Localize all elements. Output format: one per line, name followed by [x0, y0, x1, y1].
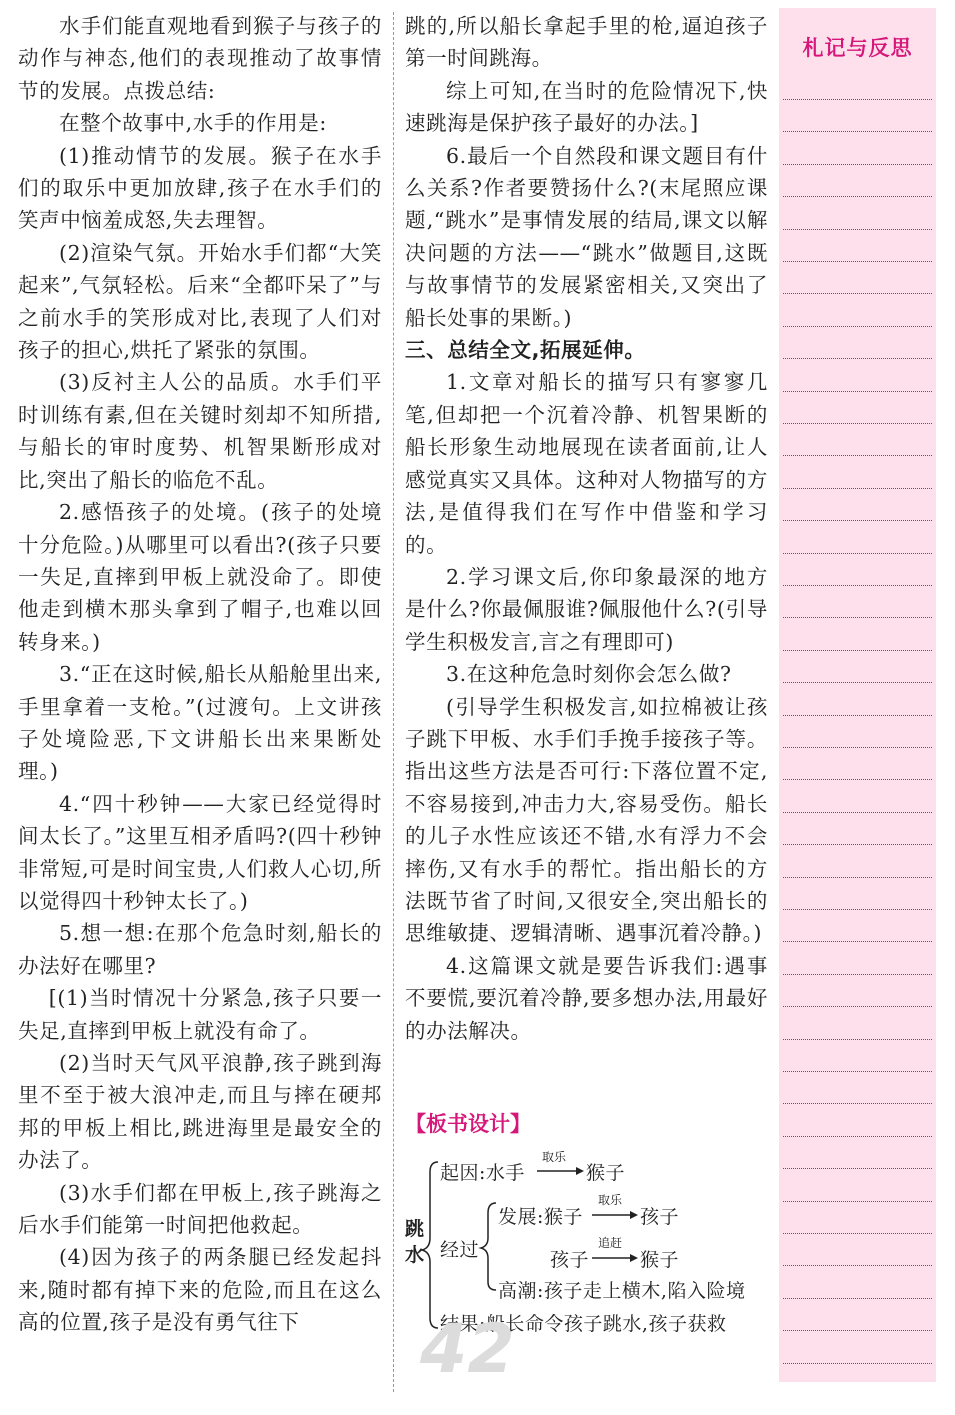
paragraph: (引导学生积极发言,如拉棉被让孩子跳下甲板、水手们手挽手接孩子等。指出这些方法是否可行:下落位置不定,不容易接到,冲击力大,容易受伤。船长的儿子水性应该还不错,水有浮力不会摔伤,又有水手的帮忙。指出船长的方法既节省了时间,又很安全,突出船长的思维敏捷、逻辑清晰、遇事沉着冷静。) — [405, 694, 768, 946]
paragraph: 4.这篇课文就是要告诉我们:遇事不要慌,要沉着冷静,要多想办法,用最好的办法解决。 — [405, 953, 768, 1043]
board-chase-target: 猴子 — [640, 1249, 680, 1271]
board-climax: 高潮:孩子走上横木,陷入险境 — [498, 1280, 746, 1302]
paragraph: 6.最后一个自然段和课文题目有什么关系?作者要赞扬什么?(末尾照应课题,“跳水”是事情发展的结局,课文以解决问题的方法——“跳水”做题目,这既与故事情节的发展紧密相关,又突出了船长处事的果断。) — [405, 143, 768, 330]
paragraph: 2.学习课文后,你印象最深的地方是什么?你最佩服谁?佩服他什么?(引导学生积极发言,言之有理即可) — [405, 564, 768, 654]
board-root-label: 跳水 — [405, 1218, 425, 1266]
board-design-title: 【板书设计】 — [405, 1112, 531, 1136]
board-cause-arrow-label: 取乐 — [542, 1150, 567, 1164]
paragraph: (2)当时天气风平浪静,孩子跳到海里不至于被大浪冲走,而且与摔在硬邦邦的甲板上相比,跳进海里是最安全的办法了。 — [18, 1051, 382, 1173]
paragraph: (4)因为孩子的两条腿已经发起抖来,随时都有掉下来的危险,而且在这么高的位置,孩子是没有勇气往下 — [18, 1245, 382, 1335]
cause-arrow-head — [576, 1167, 584, 1175]
board-process-label: 经过 — [440, 1239, 480, 1261]
paragraph: 跳的,所以船长拿起手里的枪,逼迫孩子第一时间跳海。 — [405, 14, 768, 71]
section-heading: 三、总结全文,拓展延伸。 — [405, 338, 646, 363]
paragraph: (3)水手们都在甲板上,孩子跳海之后水手们能第一时间把他救起。 — [18, 1180, 382, 1238]
process-brace — [481, 1203, 496, 1290]
paragraph: 3.“正在这时候,船长从船舱里出来,手里拿着一支枪。”(过渡句。上文讲孩子处境险恶,下文讲船长出来果断处理。) — [18, 662, 382, 784]
board-develop-target: 孩子 — [640, 1206, 680, 1228]
chase-arrow-head — [630, 1254, 638, 1262]
paragraph: 综上可知,在当时的危险情况下,快速跳海是保护孩子最好的办法。] — [405, 78, 768, 136]
page-number: 42 — [420, 1310, 515, 1389]
board-chase-source: 孩子 — [550, 1249, 590, 1271]
paragraph: 4.“四十秒钟——大家已经觉得时间太长了。”这里互相矛盾吗?(四十秒钟非常短,可是时间宝贵,人们救人心切,所以觉得四十秒钟太长了。) — [18, 791, 382, 913]
paragraph: (1)推动情节的发展。猴子在水手们的取乐中更加放肆,孩子在水手们的笑声中恼羞成怒,失去理智。 — [18, 143, 382, 233]
board-cause-prefix: 起因:水手 — [440, 1162, 525, 1184]
paragraph: (3)反衬主人公的品质。水手们平时训练有素,但在关键时刻却不知所措,与船长的审时度势、机智果断形成对比,突出了船长的临危不乱。 — [18, 370, 382, 492]
paragraph: (2)渲染气氛。开始水手们都“大笑起来”,气氛轻松。后来“全都吓呆了”与之前水手的笑形成对比,表现了人们对孩子的担心,烘托了紧张的氛围。 — [18, 240, 382, 363]
board-result: 结果:船长命令孩子跳水,孩子获救 — [440, 1313, 727, 1335]
paragraph: 在整个故事中,水手的作用是: — [59, 111, 327, 136]
paragraph: 3.在这种危急时刻你会怎么做? — [446, 662, 732, 687]
paragraph: 5.想一想:在那个危急时刻,船长的办法好在哪里? — [18, 921, 382, 978]
paragraph: 1.文章对船长的描写只有寥寥几笔,但却把一个沉着冷静、机智果断的船长形象生动地展现在读者面前,让人感觉真实又具体。这种对人物描写的方法,是值得我们在写作中借鉴和学习的。 — [405, 370, 768, 557]
board-cause-target: 猴子 — [586, 1162, 626, 1184]
sidebar-title: 札记与反思 — [802, 36, 913, 60]
develop-arrow-head — [630, 1211, 638, 1219]
board-chase-arrow-label: 追赶 — [598, 1236, 623, 1250]
paragraph: 水手们能直观地看到猴子与孩子的动作与神态,他们的表现推动了故事情节的发展。点拨总结: — [18, 14, 382, 103]
paragraph: 2.感悟孩子的处境。(孩子的处境十分危险。)从哪里可以看出?(孩子只要一失足,直摔到甲板上就没命了。即使他走到横木那头拿到了帽子,也难以回转身来。) — [18, 500, 382, 654]
board-develop-prefix: 发展:猴子 — [498, 1206, 583, 1228]
paragraph: [(1)当时情况十分紧急,孩子只要一失足,直摔到甲板上就没有命了。 — [18, 986, 382, 1043]
board-develop-arrow-label: 取乐 — [598, 1193, 623, 1207]
